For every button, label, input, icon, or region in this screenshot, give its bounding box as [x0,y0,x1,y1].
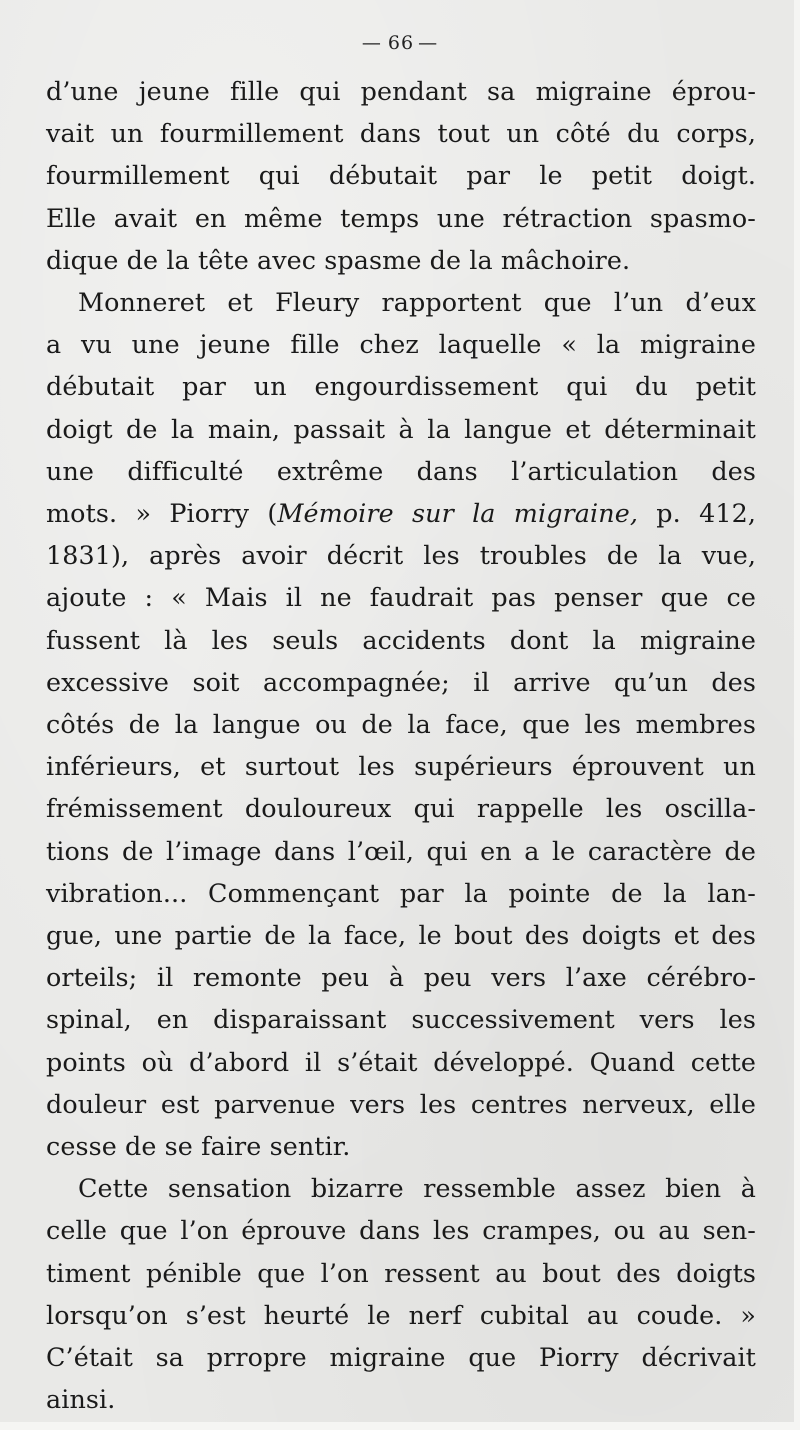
text-line: lorsqu’on s’est heurté le nerf cubital au coude. » [46,1299,756,1330]
text-line: côtés de la langue ou de la face, que les membres [46,709,756,740]
text-segment: p. 412, [638,498,757,529]
italic-title: Mémoire sur la migraine, [277,498,639,529]
page-number-dash-left: — [361,32,382,54]
text-line: points où d’abord il s’était développé. Quand cette [46,1046,756,1077]
text-line: fourmillement qui débutait par le petit doigt. [46,160,756,191]
text-line: ainsi. [46,1384,116,1415]
text-line: vait un fourmillement dans tout un côté du corps, [46,118,756,149]
text-line: vibration... Commençant par la pointe de la lan- [46,877,756,908]
text-line: d’une jeune fille qui pendant sa migraine éprou- [46,76,756,106]
text-line [46,492,756,534]
text-line: gue, une partie de la face, le bout des doigts et des [46,920,756,951]
text-line: Monneret et Fleury rapportent que l’un d’eux [78,287,756,318]
paragraph [46,70,756,281]
text-line: fussent là les seuls accidents dont la migraine [46,624,756,655]
text-line: Elle avait en même temps une rétraction spasmo- [46,202,756,233]
text-line: C’était sa prropre migraine que Piorry décrivait [46,1342,756,1373]
text-line: excessive soit accompagnée; il arrive qu’un des [46,666,756,697]
text-line: débutait par un engourdissement qui du petit [46,371,756,402]
text-line: cesse de se faire sentir. [46,1131,351,1162]
paragraph [46,281,756,1167]
text-line: ajoute : « Mais il ne faudrait pas penser que ce [46,582,756,613]
text-line: inférieurs, et surtout les supérieurs éprouvent un [46,751,756,782]
text-line: tions de l’image dans l’œil, qui en a le caractère de [46,835,756,866]
text-line: orteils; il remonte peu à peu vers l’axe cérébro- [46,962,756,993]
page-number: 66 [387,32,415,54]
text-line: timent pénible que l’on ressent au bout des doigts [46,1257,756,1288]
text-line: frémissement douloureux qui rappelle les oscilla- [46,793,756,824]
text-line: une difficulté extrême dans l’articulation des [46,455,756,486]
text-line: Cette sensation bizarre ressemble assez bien à [78,1173,756,1204]
text-line: 1831), après avoir décrit les troubles de la vue, [46,540,756,571]
text-line: spinal, en disparaissant successivement vers les [46,1004,756,1035]
body-text [46,70,756,1421]
text-line: doigt de la main, passait à la langue et déterminait [46,413,756,444]
page-number-header [0,32,800,54]
text-line: celle que l’on éprouve dans les crampes, ou au sen- [46,1215,756,1246]
text-line: a vu une jeune fille chez laquelle « la migraine [46,329,756,360]
page-number-dash-right: — [418,32,439,54]
text-segment: mots. » Piorry ( [46,498,278,529]
text-line: douleur est parvenue vers les centres nerveux, elle [46,1088,756,1119]
text-line: dique de la tête avec spasme de la mâchoire. [46,244,631,275]
paragraph [46,1167,756,1420]
